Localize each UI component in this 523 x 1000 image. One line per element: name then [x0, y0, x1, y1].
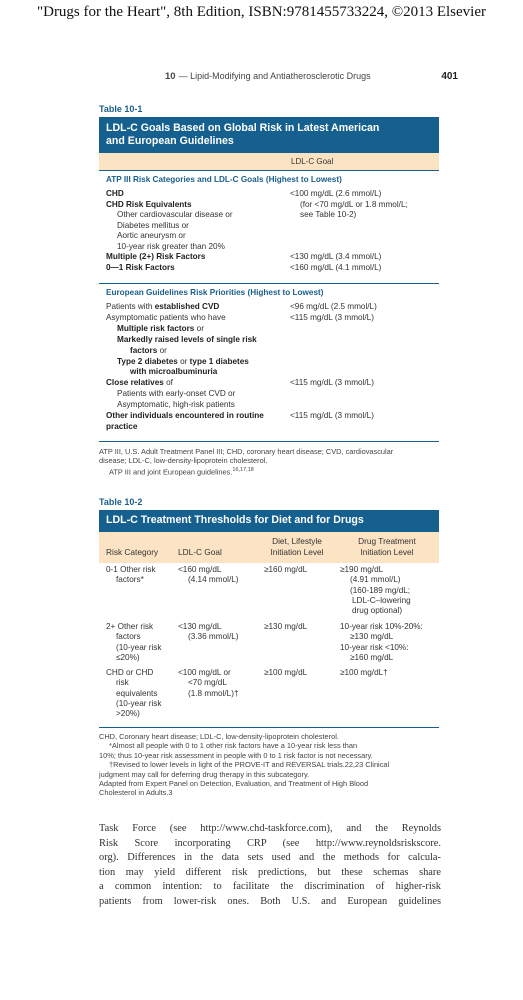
table2-cell-risk-line: >20%)	[116, 709, 140, 719]
table1-row-label	[106, 422, 286, 433]
table1-row-text: or	[194, 323, 204, 333]
table1-footnote	[99, 447, 441, 477]
table1-row-goal: <100 mg/dL (2.6 mmol/L)	[290, 189, 382, 198]
table1-col-header-goal: LDL-C Goal	[291, 157, 334, 166]
table2-cell-diet-line: ≥100 mg/dL	[264, 668, 308, 677]
table2-cell-risk-line: (10-year risk	[116, 698, 162, 708]
table1-bottom-rule	[99, 441, 439, 442]
table2-note-line: †Revised to lower levels in light of the PROVE-IT and REVERSAL trials.22,23 Clinical	[109, 760, 390, 770]
table1-row-text: of	[163, 378, 173, 388]
table1-row-text: or	[157, 345, 167, 355]
table2-cell-drug-line: ≥100 mg/dL†	[340, 668, 388, 677]
table1-row-bold: Close relatives	[106, 378, 164, 388]
table2-cell-risk-line: 0-1 Other risk	[106, 565, 156, 574]
table1-row-label: Diabetes mellitus or	[117, 220, 189, 230]
table1-row-bold: Type 2 diabetes	[117, 356, 178, 366]
table2-cell-drug-line: (160-189 mg/dL;	[350, 585, 411, 595]
table2-cell-risk-line: 2+ Other risk	[106, 622, 154, 631]
table1-row-goal: <115 mg/dL (3 mmol/L)	[290, 312, 374, 322]
body-line: a common intention: to facilitate the discrimination of higher-risk	[99, 881, 441, 893]
table1-row-goal: (for <70 mg/dL or 1.8 mmol/L;	[300, 199, 408, 209]
table1-section1-text: ATP III Risk Categories and LDL-C Goals (Highest to Lowest)	[106, 175, 342, 184]
table2-cell-drug-line: LDL-C–lowering	[352, 595, 411, 605]
table2-cell-risk-line: CHD or CHD	[106, 668, 154, 677]
table1-row-label	[106, 357, 297, 368]
table2-header-drug-line1: Drug Treatment	[358, 536, 416, 546]
table1-footnote-line2: disease; LDL-C, low-density-lipoprotein cholesterol.	[99, 456, 268, 466]
table2-cell-goal-line: <70 mg/dL	[188, 678, 227, 688]
table1-row-label: CHD Risk Equivalents	[106, 199, 192, 209]
table2-cell-diet	[264, 565, 336, 575]
table2-cell-goal-line: <130 mg/dL	[178, 622, 222, 631]
table2-title: LDL-C Treatment Thresholds for Diet and for Drugs	[99, 510, 439, 532]
table2-cell-risk-line: risk	[116, 678, 129, 688]
table2-cell-goal	[178, 565, 260, 586]
table1-row-label	[106, 400, 297, 411]
table2-cell-goal-line: (1.8 mmol/L)†	[188, 688, 239, 698]
table1-row-goal: <130 mg/dL (3.4 mmol/L)	[290, 252, 382, 261]
table1-row-label	[106, 346, 310, 357]
table2-note-line: *Almost all people with 0 to 1 other risk factors have a 10-year risk less than	[109, 741, 358, 751]
table2-cell-drug	[340, 565, 440, 616]
running-head-chapter	[165, 71, 371, 82]
table1-title-line2: and European Guidelines	[106, 135, 234, 147]
table2-cell-risk	[106, 565, 176, 586]
table1-row-goal: see Table 10-2)	[300, 210, 357, 219]
table2-header	[99, 532, 439, 563]
table2-cell-risk-line: factors*	[116, 575, 144, 585]
table1-row-bold: with microalbuminuria	[130, 367, 218, 377]
table1-row-text: Patients with	[106, 302, 155, 311]
table2-note-line: CHD, Coronary heart disease; LDL-C, low-density-lipoprotein cholesterol.	[99, 732, 339, 741]
table2-cell-risk	[106, 622, 176, 663]
table1-title-line1: LDL-C Goals Based on Global Risk in Latest American	[106, 122, 380, 134]
table2-notes	[99, 732, 441, 798]
chapter-number: 10	[165, 71, 176, 82]
table2-label: Table 10-2	[99, 497, 143, 507]
table1-row-goal: <160 mg/dL (4.1 mmol/L)	[290, 262, 382, 272]
table2-header-diet-line1: Diet, Lifestyle	[272, 536, 322, 546]
table1-row-label: 0—1 Risk Factors	[106, 262, 175, 272]
table2-header-drug	[339, 536, 435, 557]
table1-row-bold: Markedly raised levels of single risk	[117, 334, 257, 344]
table1-row-bold: factors	[130, 345, 158, 355]
table2-cell-goal	[178, 622, 260, 643]
table2-cell-drug-line: 10-year risk <10%:	[340, 642, 409, 652]
table1-row-label	[106, 378, 286, 389]
table2-cell-diet-line: ≥130 mg/dL	[264, 622, 308, 631]
table2-cell-drug-line: ≥160 mg/dL	[350, 652, 394, 662]
body-line: Risk Score incorporating CRP (see http://www.reynoldsriskscore.	[99, 837, 441, 849]
table2-cell-goal	[178, 668, 260, 699]
table1-row-label: Other cardiovascular disease or	[117, 210, 233, 219]
table1-row-label	[106, 389, 297, 400]
table1-section2-text: European Guidelines Risk Priorities (Highest to Lowest)	[106, 288, 324, 297]
table1-row-bold: established CVD	[154, 302, 220, 311]
table2-cell-diet	[264, 622, 336, 632]
table2-note-line: Cholesterol in Adults.3	[99, 788, 173, 798]
body-line: patients from lower-risk ones. Both U.S. and European guidelines	[99, 895, 441, 907]
table2-cell-goal-line: (3.36 mmol/L)	[188, 632, 239, 642]
table1-row-goal: <96 mg/dL (2.5 mmol/L)	[290, 302, 377, 311]
running-head	[165, 71, 458, 82]
table2-cell-drug	[340, 622, 440, 663]
table1-row-bold: type 1 diabetes	[189, 356, 249, 366]
table1-footnote-line3	[99, 466, 441, 477]
table2-cell-risk-line: factors	[116, 632, 141, 642]
table1-footnote-line3-text: ATP III and joint European guidelines.	[109, 467, 233, 477]
table2-note-line: judgment may call for deferring drug therapy in this subcategory.	[99, 769, 310, 779]
table1-row-label	[106, 313, 286, 324]
table1-row-label: 10-year risk greater than 20%	[117, 241, 225, 251]
table2-cell-diet-line: ≥160 mg/dL	[264, 565, 308, 574]
table2-cell-goal-line: (4.14 mmol/L)	[188, 575, 239, 585]
table2-bottom-rule	[99, 727, 439, 728]
table1-title	[99, 117, 439, 153]
table2-header-risk: Risk Category	[106, 547, 159, 557]
body-line: org). Differences in the data sets used and the methods for calcula-	[99, 852, 441, 864]
table1-row-label: Multiple (2+) Risk Factors	[106, 252, 206, 261]
table1-section2-heading	[99, 283, 439, 299]
table2-header-goal: LDL-C Goal	[178, 547, 222, 557]
table1-row-label	[106, 302, 286, 313]
table2-note-line: Adapted from Expert Panel on Detection, Evaluation, and Treatment of High Blood	[99, 779, 369, 789]
table1-row-bold: practice	[106, 421, 138, 431]
table2-cell-goal-line: <100 mg/dL or	[178, 668, 231, 677]
table2-header-diet-line2: Initiation Level	[270, 546, 324, 557]
table1-row-label	[106, 335, 297, 346]
chapter-title: — Lipid-Modifying and Antiatherosclerotic Drugs	[178, 71, 371, 81]
table2-cell-diet	[264, 668, 336, 678]
table1-section1-heading	[99, 170, 439, 186]
body-line: tion may yield different risk predictions, but these schemas share	[99, 866, 441, 878]
table1-footnote-refs: 16,17,18	[232, 466, 254, 473]
table2-note-line: 10%; thus 10-year risk assessment in people with 0 to 1 risk factor is not necessary.	[99, 750, 373, 760]
table1-row-text: or	[177, 356, 190, 366]
table2-cell-drug	[340, 668, 440, 678]
table1-row-goal: <115 mg/dL (3 mmol/L)	[290, 378, 374, 388]
table1-row-label	[106, 324, 297, 335]
table1-footnote-line1: ATP III, U.S. Adult Treatment Panel III; CHD, coronary heart disease; CVD, cardiovascular	[99, 447, 394, 456]
page-number: 401	[441, 71, 458, 82]
table2-cell-drug-line: 10-year risk 10%-20%:	[340, 622, 423, 631]
table1-row-text: Asymptomatic, high-risk patients	[117, 400, 235, 410]
table2-cell-drug-line: ≥130 mg/dL	[350, 632, 394, 642]
table2-cell-drug-line: drug optional)	[352, 606, 403, 616]
body-paragraph	[99, 822, 441, 910]
table1-row-label	[106, 411, 286, 422]
table2-cell-risk-line: equivalents	[116, 688, 158, 698]
table1-row-label: Aortic aneurysm or	[117, 231, 186, 240]
table1-col-header	[99, 153, 439, 170]
table2-cell-goal-line: <160 mg/dL	[178, 565, 222, 574]
table1-row-text: Asymptomatic patients who have	[106, 312, 226, 322]
citation-line: "Drugs for the Heart", 8th Edition, ISBN:9781455733224, ©2013 Elsevier	[36, 4, 486, 20]
table1-row-text: Patients with early-onset CVD or	[117, 389, 236, 399]
table2-cell-risk-line: (10-year risk	[116, 642, 162, 652]
table2-cell-risk-line: ≤20%)	[116, 652, 140, 662]
table1-row-label: CHD	[106, 189, 124, 198]
table2-header-diet	[259, 536, 335, 557]
table1-row-goal: <115 mg/dL (3 mmol/L)	[290, 411, 374, 420]
table2-cell-risk	[106, 668, 176, 719]
table2-header-drug-line2: Initiation Level	[360, 546, 414, 557]
table2-cell-drug-line: (4.91 mmol/L)	[350, 575, 401, 585]
table1-label: Table 10-1	[99, 104, 143, 114]
table2-cell-drug-line: ≥190 mg/dL	[340, 565, 384, 574]
table1-row-bold: Other individuals encountered in routine	[106, 411, 264, 420]
body-line: Task Force (see http://www.chd-taskforce.com), and the Reynolds	[99, 823, 441, 834]
table1-row-bold: Multiple risk factors	[117, 323, 195, 333]
table1-row-label	[106, 367, 310, 378]
